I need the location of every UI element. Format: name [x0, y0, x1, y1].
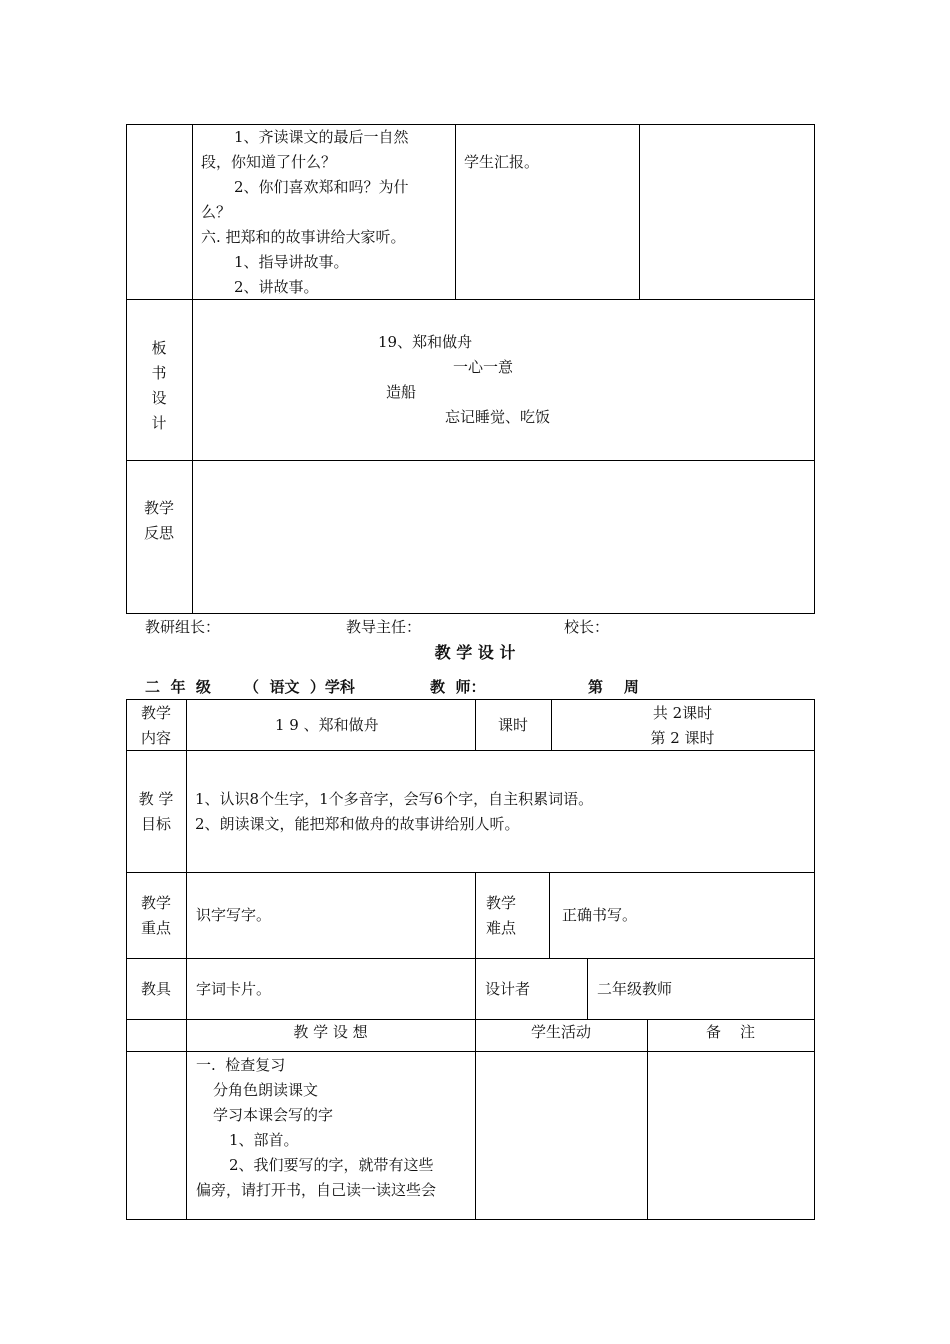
plan-line: 学习本课会写的字	[213, 1106, 334, 1124]
lesson-title: 1 9 、郑和做舟	[275, 716, 379, 734]
key-value: 识字写字。	[196, 906, 272, 924]
plan-line: 1、部首。	[229, 1131, 299, 1149]
board-line: 忘记睡觉、吃饭	[445, 408, 551, 426]
teacher-label: 教 师：	[430, 678, 486, 696]
plan-line: 2、你们喜欢郑和吗？为什	[234, 178, 409, 196]
column-header-notes: 备 注	[705, 1023, 756, 1041]
column-header-plan: 教 学 设 想	[293, 1023, 368, 1041]
plan-line: 么？	[201, 203, 232, 221]
board-line: 一心一意	[453, 358, 514, 376]
goal-item: 2、朗读课文，能把郑和做舟的故事讲给别人听。	[195, 815, 520, 833]
plan-line: 一. 检查复习	[196, 1056, 286, 1074]
tools-label: 教具	[140, 980, 171, 998]
reflection-label: 教学	[143, 499, 174, 517]
plan-line: 1、齐读课文的最后一自然	[234, 128, 409, 146]
board-title: 19、郑和做舟	[378, 333, 473, 351]
designer-label: 设计者	[485, 980, 531, 998]
board-line: 造船	[386, 383, 417, 401]
goal-label: 目标	[140, 815, 171, 833]
page-title: 教 学 设 计	[434, 643, 516, 662]
difficulty-label: 教学	[485, 894, 516, 912]
subject-label: （ 语文 ）学科	[244, 678, 355, 696]
goal-item: 1、认识8个生字，1个多音字，会写6个字，自主积累词语。	[195, 790, 594, 808]
plan-line: 六. 把郑和的故事讲给大家听。	[201, 228, 406, 246]
key-label: 教学	[140, 894, 171, 912]
board-label: 书	[151, 364, 167, 382]
plan-line: 1、指导讲故事。	[234, 253, 349, 271]
content-label: 内容	[140, 729, 171, 747]
difficulty-label: 难点	[485, 919, 516, 937]
plan-line: 段，你知道了什么？	[201, 153, 337, 171]
board-label: 计	[151, 414, 167, 432]
director-label: 教导主任：	[346, 618, 422, 636]
period-current: 第 2 课时	[650, 729, 715, 747]
reflection-label: 反思	[143, 524, 174, 542]
tools-value: 字词卡片。	[196, 980, 272, 998]
period-label: 课时	[497, 716, 528, 734]
plan-line: 偏旁，请打开书，自己读一读这些会	[196, 1181, 437, 1199]
student-activity: 学生汇报。	[464, 153, 540, 171]
week-label: 第 周	[588, 678, 639, 696]
period-total: 共 2课时	[652, 704, 713, 722]
group-leader-label: 教研组长：	[145, 618, 221, 636]
key-label: 重点	[140, 919, 171, 937]
difficulty-value: 正确书写。	[562, 906, 638, 924]
plan-line: 2、我们要写的字，就带有这些	[229, 1156, 434, 1174]
grade-label: 二 年 级	[145, 678, 211, 696]
column-header-activity: 学生活动	[530, 1023, 591, 1041]
plan-line: 2、讲故事。	[234, 278, 319, 296]
principal-label: 校长：	[564, 618, 610, 636]
plan-line: 分角色朗读课文	[213, 1081, 319, 1099]
board-label: 板	[151, 339, 167, 357]
board-label: 设	[151, 389, 167, 407]
content-label: 教学	[140, 704, 171, 722]
goal-label: 教 学	[138, 790, 174, 808]
designer-value: 二年级教师	[597, 980, 673, 998]
